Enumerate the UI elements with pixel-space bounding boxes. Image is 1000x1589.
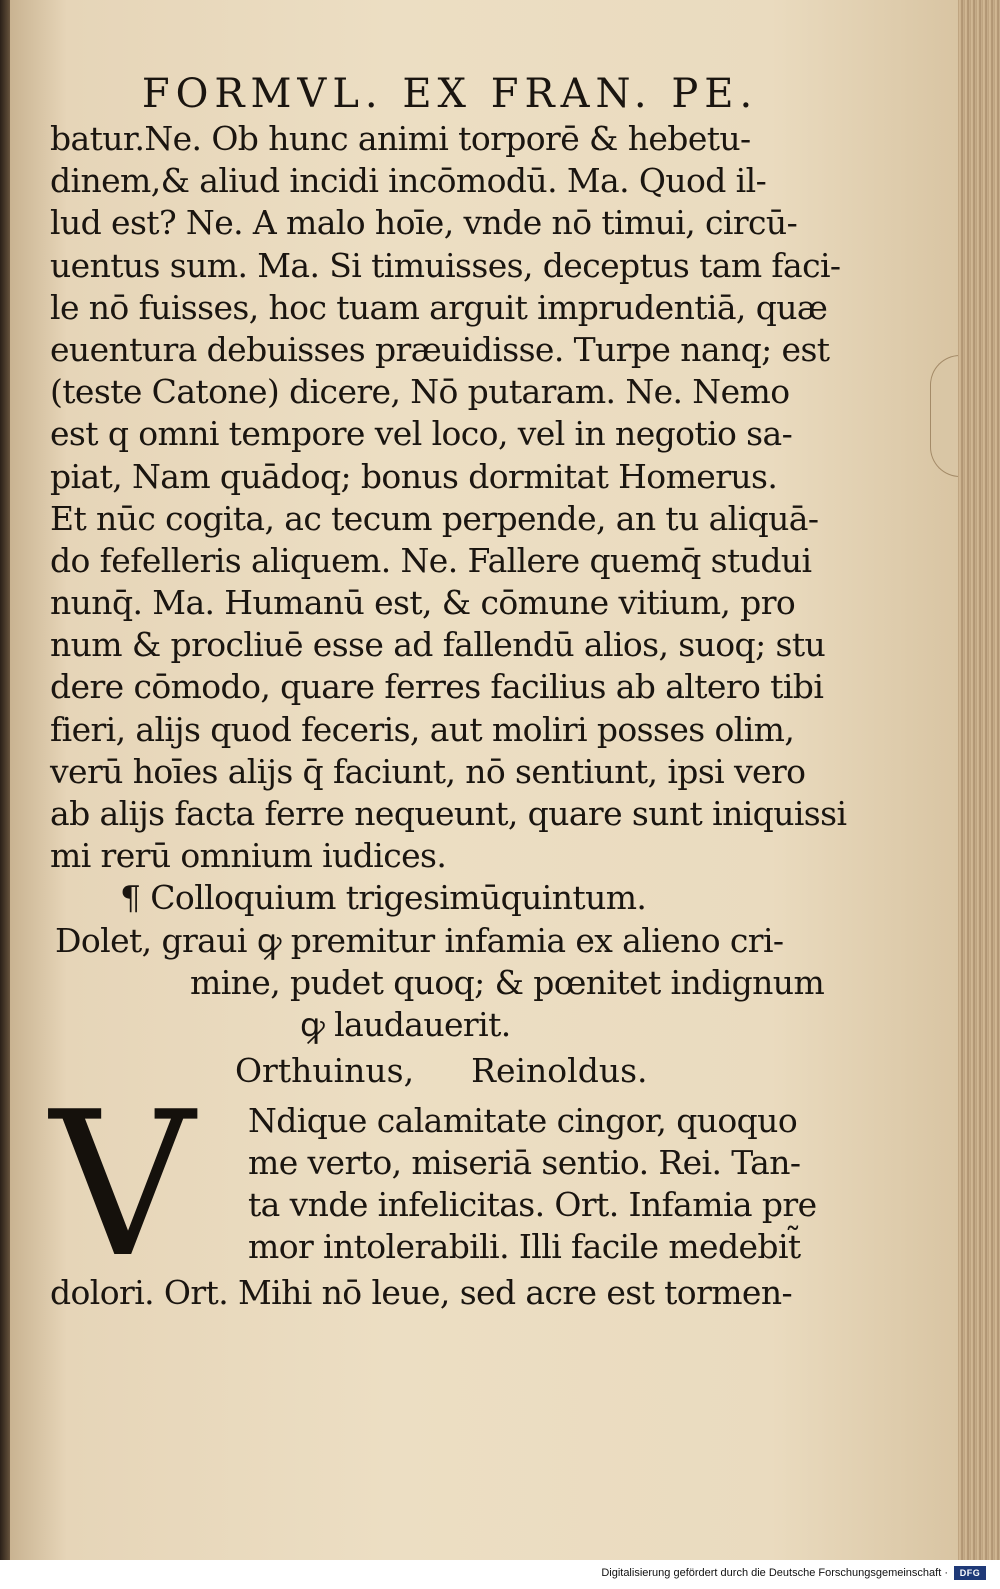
argument-line: ꝙ laudauerit. bbox=[300, 1004, 511, 1044]
argument-block bbox=[50, 920, 850, 1047]
text-line: le nō fuisses, hoc tuam arguit imprudentiā, quæ bbox=[50, 287, 828, 327]
text-line: ab alijs facta ferre nequeunt, quare sunt iniquissi bbox=[50, 794, 847, 833]
speaker-name: Reinoldus. bbox=[471, 1051, 648, 1091]
dialogue-line: dolori. Ort. Mihi nō leue, sed acre est tormen- bbox=[50, 1273, 793, 1313]
speaker-name: Orthuinus, bbox=[235, 1051, 415, 1091]
text-line: dere cōmodo, quare ferres facilius ab altero tibi bbox=[50, 667, 824, 707]
body-lines bbox=[50, 118, 850, 877]
running-head: FORMVL. EX FRAN. PE. bbox=[141, 71, 759, 117]
argument-line: Dolet, graui ꝙ premitur infamia ex alieno cri- bbox=[55, 920, 784, 960]
dialogue-line: mor intolerabili. Illi facile medebit̃ bbox=[248, 1227, 801, 1267]
text-line: Et nūc cogita, ac tecum perpende, an tu aliquā- bbox=[50, 498, 819, 538]
text-line: lud est? Ne. A malo hoīe, vnde nō timui, circū- bbox=[50, 203, 798, 243]
dialogue-line: me verto, miseriā sentio. Rei. Tan- bbox=[248, 1143, 801, 1183]
speaker-names bbox=[235, 1046, 735, 1096]
digitization-footer bbox=[0, 1560, 1000, 1589]
text-line: nunq̄. Ma. Humanū est, & cōmune vitium, pro bbox=[50, 583, 796, 623]
text-line: verū hoīes alijs q̄ faciunt, nō sentiunt, ipsi vero bbox=[50, 751, 806, 791]
text-line: euentura debuisses præuidisse. Turpe nanq; est bbox=[50, 329, 830, 369]
text-line: fieri, alijs quod feceris, aut moliri posses olim, bbox=[50, 709, 795, 749]
text-line: (teste Catone) dicere, Nō putaram. Ne. Nemo bbox=[50, 372, 790, 412]
text-line: num & procliuē esse ad fallendū alios, suoq; stu bbox=[50, 625, 826, 665]
page-stack-edge bbox=[958, 0, 1000, 1560]
text-line: mi rerū omnium iudices. bbox=[50, 836, 447, 876]
text-line: uentus sum. Ma. Si timuisses, deceptus tam faci- bbox=[50, 245, 841, 285]
dfg-logo: DFG bbox=[954, 1566, 986, 1580]
page-text-block bbox=[50, 70, 850, 1314]
text-line: do fefelleris aliquem. Ne. Fallere quemq̄ studui bbox=[50, 540, 812, 580]
text-line: dinem,& aliud incidi incōmodū. Ma. Quod il- bbox=[50, 161, 767, 201]
argument-line: mine, pudet quoq; & pœnitet indignum bbox=[190, 962, 825, 1002]
text-line: piat, Nam quādoq; bonus dormitat Homerus. bbox=[50, 456, 778, 496]
dialogue-line: ta vnde infelicitas. Ort. Infamia pre bbox=[248, 1185, 817, 1225]
text-line: batur.Ne. Ob hunc animi torporē & hebetu- bbox=[50, 119, 751, 158]
section-heading: ¶ Colloquium trigesimūquintum. bbox=[120, 878, 647, 918]
text-line: est q omni tempore vel loco, vel in negotio sa- bbox=[50, 414, 793, 454]
funding-credit: Digitalisierung gefördert durch die Deutsche Forschungsgemeinschaft · bbox=[601, 1567, 948, 1579]
drop-cap-initial: V bbox=[50, 1069, 195, 1303]
dialogue-line: Ndique calamitate cingor, quoquo bbox=[248, 1101, 798, 1141]
book-page bbox=[10, 0, 962, 1560]
